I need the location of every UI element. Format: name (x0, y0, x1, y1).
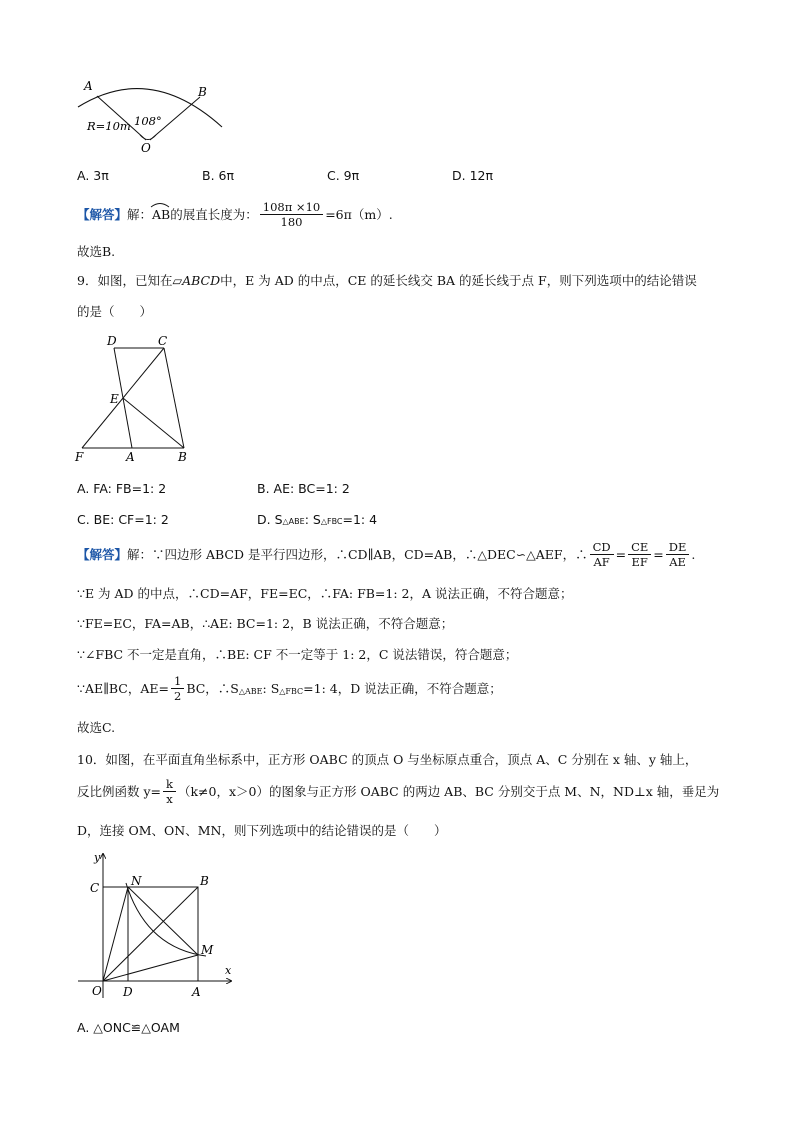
q9-frac-ce-ef (628, 540, 651, 569)
q8-arc-figure (70, 72, 230, 157)
arc-ab-text: AB (152, 206, 171, 222)
q9-stem-part1: 9．如图，已知在 (77, 273, 173, 288)
fig10-label-a: A (192, 985, 201, 999)
q9-opt-d-prefix: D. S (257, 512, 283, 527)
fig10-label-b: B (200, 874, 209, 888)
q9-conclusion: 故选C. (77, 720, 116, 735)
answer-lead: 解： (127, 207, 153, 222)
q9-stem-line1 (77, 271, 697, 289)
q9-option-b: B. AE: BC=1: 2 (257, 481, 350, 496)
fig10-label-c: C (90, 881, 100, 895)
q9-frac-de-ae (666, 540, 690, 569)
fig9-label-d: D (107, 334, 117, 348)
equals-sign: = (615, 546, 627, 562)
q8-option-a: A. 3π (77, 168, 109, 183)
answer-tag: 【解答】 (77, 547, 128, 562)
q10-option-a: A. △ONC≌△OAM (77, 1020, 180, 1035)
frac-num: DE (666, 540, 690, 555)
q9-figure (70, 330, 200, 465)
frac-num: k (163, 777, 176, 792)
frac-den: EF (631, 554, 648, 569)
fig10-label-y: y (94, 851, 101, 864)
fig8-radius-label: R=10m (87, 119, 131, 133)
line5-sub2: △FBC (279, 687, 304, 696)
q9-option-c: C. BE: CF=1: 2 (77, 512, 169, 527)
q9-answer-text: 解：∵四边形 ABCD 是平行四边形，∴CD∥AB，CD=AB，∴△DEC∽△AEF，∴ (127, 547, 588, 562)
arc-ab-label (152, 207, 170, 222)
q9-answer-line4: ∵∠FBC 不一定是直角，∴BE: CF 不一定等于 1: 2，C 说法错误，符合题意； (77, 647, 518, 662)
q9-opt-d-tail: =1: 4 (342, 512, 378, 527)
line5-part-c: : S (262, 680, 280, 696)
q10-stem-part-b: （k≠0，x＞0）的图象与正方形 OABC 的两边 AB、BC 分别交于点 M、N，ND⊥x 轴，垂足为 (177, 784, 720, 799)
q10-stem-part-a: 反比例函数 y= (77, 784, 162, 799)
fig10-label-x: x (225, 964, 232, 977)
fig8-label-b: B (198, 85, 207, 99)
line5-part-a: ∵AE∥BC，AE= (77, 681, 169, 696)
answer-tail: =6π（m）. (325, 207, 393, 222)
q9-option-d (257, 512, 377, 527)
q8-answer-line (77, 196, 393, 232)
q8-frac-den: 180 (280, 214, 303, 229)
q8-option-c: C. 9π (327, 168, 360, 183)
fig8-angle-label: 108° (134, 114, 162, 128)
q10-stem-line2 (77, 773, 719, 809)
frac-den: AF (593, 554, 610, 569)
fig8-label-a: A (84, 79, 93, 93)
q8-option-b: B. 6π (202, 168, 235, 183)
line5-sub1: △ABE (238, 687, 263, 696)
arc-symbol (150, 202, 170, 208)
frac-one-half (171, 674, 184, 703)
fig8-label-o: O (141, 141, 151, 155)
q9-parallelogram: ▱ABCD (172, 273, 221, 288)
q10-figure (76, 848, 246, 1008)
fig9-label-b: B (178, 450, 187, 464)
answer-mid: 的展直长度为： (170, 207, 258, 222)
frac-den: 2 (174, 688, 182, 703)
frac-num: CD (590, 540, 614, 555)
equals-sign: = (653, 546, 664, 562)
line5-part-d: =1: 4，D 说法正确，不符合题意； (303, 681, 502, 696)
fig10-label-d: D (123, 985, 133, 999)
fig10-label-n: N (131, 874, 142, 888)
q9-opt-d-sub1: △ABE (282, 517, 305, 526)
q8-conclusion: 故选B. (77, 244, 116, 259)
fig9-label-a: A (126, 450, 135, 464)
frac-num: CE (628, 540, 651, 555)
q8-option-d: D. 12π (452, 168, 494, 183)
fig9-label-e: E (110, 392, 119, 406)
q9-opt-d-sub2: △FBC (320, 517, 343, 526)
q8-frac-num: 108π ×10 (260, 200, 323, 215)
fig10-label-o: O (92, 984, 102, 998)
fig9-label-f: F (75, 450, 84, 464)
q10-stem-line3: D，连接 OM、ON、MN，则下列选项中的结论错误的是（ ） (77, 823, 447, 838)
q9-answer-line1 (77, 535, 695, 573)
fig9-label-c: C (158, 334, 168, 348)
line5-part-b: BC，∴S (186, 681, 239, 696)
q9-answer-line2: ∵E 为 AD 的中点，∴CD=AF，FE=EC，∴FA: FB=1: 2，A 说法正确，不符合题意； (77, 586, 573, 601)
q9-stem-part2: 中，E 为 AD 的中点，CE 的延长线交 BA 的延长线于点 F，则下列选项中的结论错误 (220, 273, 697, 288)
frac-den: x (166, 791, 173, 806)
q10-frac-k-x (163, 777, 176, 806)
frac-den: AE (669, 554, 686, 569)
q9-option-a: A. FA: FB=1: 2 (77, 481, 167, 496)
period: . (691, 546, 696, 562)
q8-fraction (260, 200, 323, 229)
frac-num: 1 (171, 674, 184, 689)
q9-answer-line5 (77, 670, 502, 706)
q10-stem-line1: 10．如图，在平面直角坐标系中，正方形 OABC 的顶点 O 与坐标原点重合，顶点 A、C 分别在 x 轴、y 轴上， (77, 752, 698, 767)
q9-frac-cd-af (590, 540, 614, 569)
q9-opt-d-mid: : S (304, 512, 321, 527)
answer-tag: 【解答】 (77, 207, 128, 222)
fig10-label-m: M (201, 943, 214, 957)
q9-stem-line2: 的是（ ） (77, 304, 153, 319)
q9-answer-line3: ∵FE=EC，FA=AB，∴AE: BC=1: 2，B 说法正确，不符合题意； (77, 616, 454, 631)
